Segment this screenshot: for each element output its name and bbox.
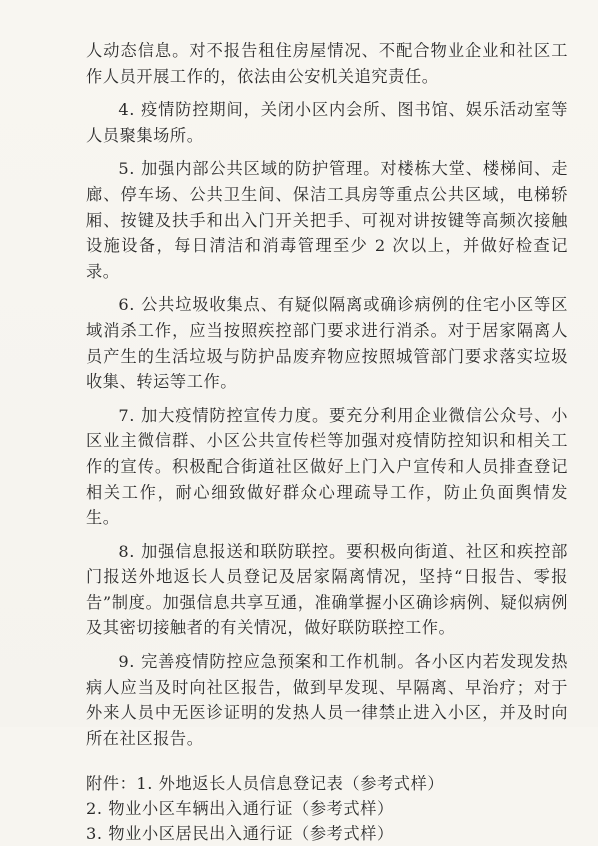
paragraph-continuation: 人动态信息。对不报告租住房屋情况、不配合物业企业和社区工作人员开展工作的，依法由公安机关追究责任。 bbox=[86, 41, 568, 86]
paragraph-item-7: 7. 加大疫情防控宣传力度。要充分利用企业微信公众号、小区业主微信群、小区公共宣传栏等加强对疫情防控知识和相关工作的宣传。积极配合街道社区做好上门入户宣传和人员排查登记相关工作，耐心细致做好群众心理疏导工作，防止负面舆情发生。 bbox=[86, 405, 568, 528]
paragraph-item-5: 5. 加强内部公共区域的防护管理。对楼栋大堂、楼梯间、走廊、停车场、公共卫生间、保洁工具房等重点公共区域，电梯轿厢、按键及扶手和出入门开关把手、可视对讲按键等高频次接触设施设备，每日清洁和消毒管理至少 2 次以上，并做好检查记录。 bbox=[86, 159, 568, 281]
paragraph-item-4: 4. 疫情防控期间，关闭小区内会所、图书馆、娱乐活动室等人员聚集场所。 bbox=[86, 100, 568, 145]
attachment-1: 附件：1. 外地返长人员信息登记表（参考式样） bbox=[86, 774, 445, 794]
paragraph-item-9: 9. 完善疫情防控应急预案和工作机制。各小区内若发现发热病人应当及时向社区报告，做到早发现、早隔离、早治疗；对于外来人员中无医诊证明的发热人员一律禁止进入小区，并及时向所在社区报告。 bbox=[86, 652, 568, 748]
attachments-list bbox=[86, 771, 568, 846]
attachment-2: 2. 物业小区车辆出入通行证（参考式样） bbox=[86, 799, 394, 819]
paragraph-item-8: 8. 加强信息报送和联防联控。要积极向街道、社区和疾控部门报送外地返长人员登记及居家隔离情况，坚持“日报告、零报告”制度。加强信息共享互通，准确掌握小区确诊病例、疑似病例及其密切接触者的有关情况，做好联防联控工作。 bbox=[86, 541, 568, 638]
attachment-3: 3. 物业小区居民出入通行证（参考式样） bbox=[86, 824, 394, 844]
paragraph-item-6: 6. 公共垃圾收集点、有疑似隔离或确诊病例的住宅小区等区域消杀工作，应当按照疾控部门要求进行消杀。对于居家隔离人员产生的生活垃圾与防护品废弃物应按照城管部门要求落实垃圾收集、转运等工作。 bbox=[86, 295, 568, 392]
